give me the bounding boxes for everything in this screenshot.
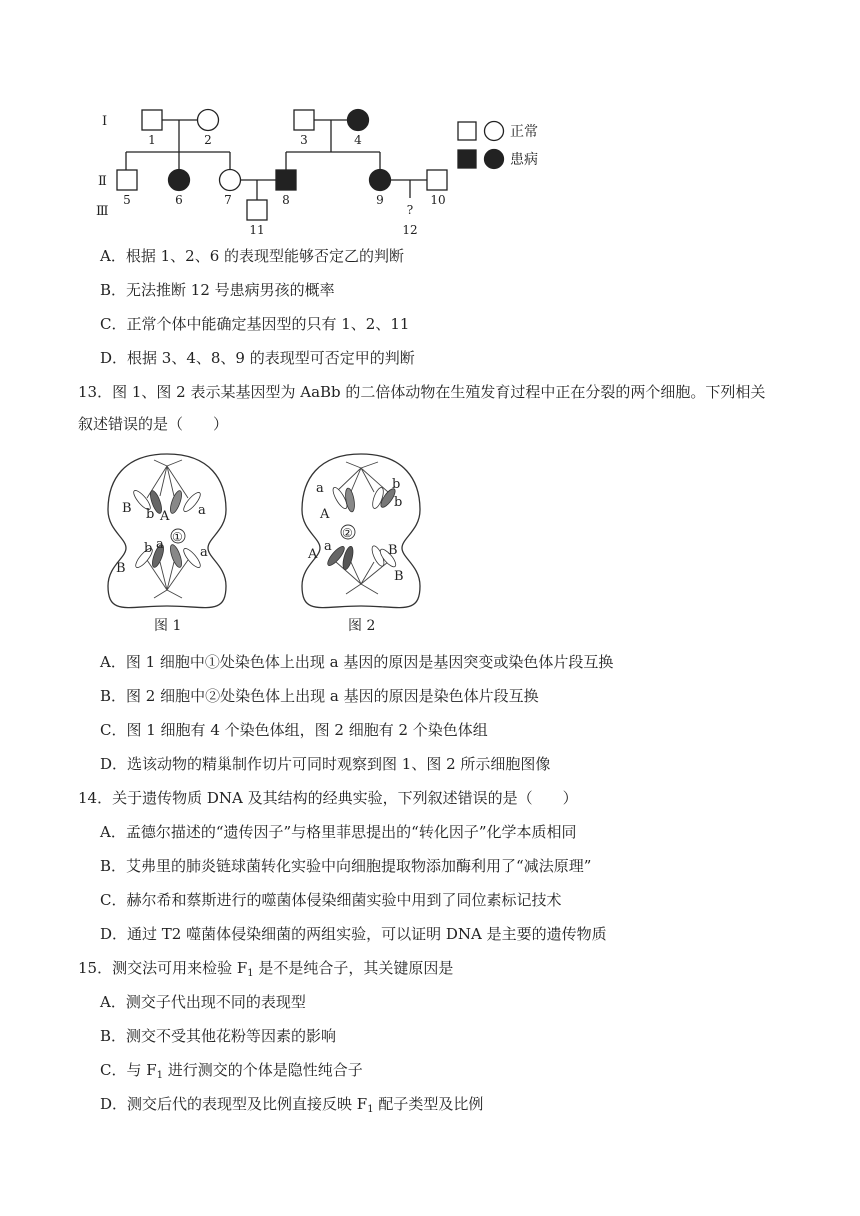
individual-10: 10 [430,193,446,207]
individual-11: 11 [249,223,265,237]
individual-5: 5 [123,193,131,207]
q13-option-d: D．选该动物的精巢制作切片可同时观察到图 1、图 2 所示细胞图像 [100,755,551,773]
q12-option-c: C．正常个体中能确定基因型的只有 1、2、11 [100,315,410,333]
q13-stem-line1: 13．图 1、图 2 表示某基因型为 AaBb 的二倍体动物在生殖发育过程中正在分裂的两个细胞。下列相关 [78,383,766,401]
fig1-label-a-bottom: a [156,537,164,552]
generation-label-2: Ⅱ [98,174,107,189]
q14-option-b: B．艾弗里的肺炎链球菌转化实验中向细胞提取物添加酶利用了“减法原理” [100,857,592,875]
unknown-mark: ? [406,203,414,217]
q13-option-c: C．图 1 细胞有 4 个染色体组，图 2 细胞有 2 个染色体组 [100,721,488,739]
individual-6: 6 [175,193,183,207]
q13-option-a: A．图 1 细胞中①处染色体上出现 a 基因的原因是基因突变或染色体片段互换 [100,653,614,671]
q14-option-a: A．孟德尔描述的“遗传因子”与格里菲思提出的“转化因子”化学本质相同 [100,823,577,841]
fig2-caption: 图 2 [348,618,376,634]
individual-8: 8 [282,193,290,207]
q15-option-c-post: 进行测交的个体是隐性纯合子 [163,1061,363,1079]
fig1-label-B-bottom: B [116,561,126,576]
cell-figure-2 [296,448,426,638]
q15-option-d [100,1094,483,1120]
q14-stem: 14．关于遗传物质 DNA 及其结构的经典实验，下列叙述错误的是（ ） [78,789,578,807]
q14-option-d: D．通过 T2 噬菌体侵染细菌的两组实验，可以证明 DNA 是主要的遗传物质 [100,925,607,943]
q15-option-d-subscript: 1 [367,1104,374,1115]
fig2-label-b-top1: b [392,477,401,492]
q15-option-c-pre: C．与 F [100,1061,157,1079]
q15-stem-pre: 15．测交法可用来检验 F [78,959,248,977]
q15-option-b: B．测交不受其他花粉等因素的影响 [100,1027,337,1045]
fig2-label-b-top2: b [394,495,403,510]
individual-7: 7 [224,193,232,207]
fig1-label-b-top: b [146,507,155,522]
fig1-label-a-right: a [200,545,208,560]
fig2-label-a-bottom: a [324,539,332,554]
fig2-label-a-top: a [316,481,324,496]
q13-stem-line2: 叙述错误的是（ ） [78,415,229,433]
individual-4: 4 [354,133,362,147]
legend-affected-label: 患病 [510,152,538,168]
fig2-label-B-bottom2: B [394,569,404,584]
generation-label-3: Ⅲ [96,204,109,219]
pedigree-chart [90,100,560,240]
fig1-label-A-top: A [160,509,170,524]
q15-option-d-post: 配子类型及比例 [373,1095,484,1113]
q15-option-c-subscript: 1 [156,1070,164,1081]
individual-2: 2 [204,133,212,147]
cell-figure-1 [102,448,232,638]
fig1-label-a-top: a [198,503,206,518]
individual-9: 9 [376,193,384,207]
fig1-marker-1: ① [172,530,183,544]
q12-option-d: D．根据 3、4、8、9 的表现型可否定甲的判断 [100,349,415,367]
generation-label-1: Ⅰ [102,114,108,129]
legend-normal-label: 正常 [510,124,538,140]
fig2-label-B-bottom1: B [388,543,398,558]
q15-option-d-pre: D．测交后代的表现型及比例直接反映 F [100,1095,368,1113]
fig2-label-A-bottom: A [308,547,318,562]
q14-option-c: C．赫尔希和蔡斯进行的噬菌体侵染细菌实验中用到了同位素标记技术 [100,891,562,909]
q13-option-b: B．图 2 细胞中②处染色体上出现 a 基因的原因是染色体片段互换 [100,687,539,705]
fig2-marker-2: ② [342,526,353,540]
individual-3: 3 [300,133,308,147]
q15-stem-subscript: 1 [247,968,254,979]
individual-12: 12 [402,223,418,237]
fig1-label-B-top: B [122,501,132,516]
q12-option-a: A．根据 1、2、6 的表现型能够否定乙的判断 [100,247,405,265]
q15-option-a: A．测交子代出现不同的表现型 [100,993,306,1011]
individual-1: 1 [148,133,156,147]
q12-option-b: B．无法推断 12 号患病男孩的概率 [100,281,335,299]
q15-stem [78,958,453,984]
fig1-caption: 图 1 [154,618,182,634]
fig1-label-b-bottom: b [144,541,153,556]
fig2-label-A-top: A [320,507,330,522]
q15-option-c [100,1060,363,1086]
q15-stem-post: 是不是纯合子，其关键原因是 [253,959,454,977]
